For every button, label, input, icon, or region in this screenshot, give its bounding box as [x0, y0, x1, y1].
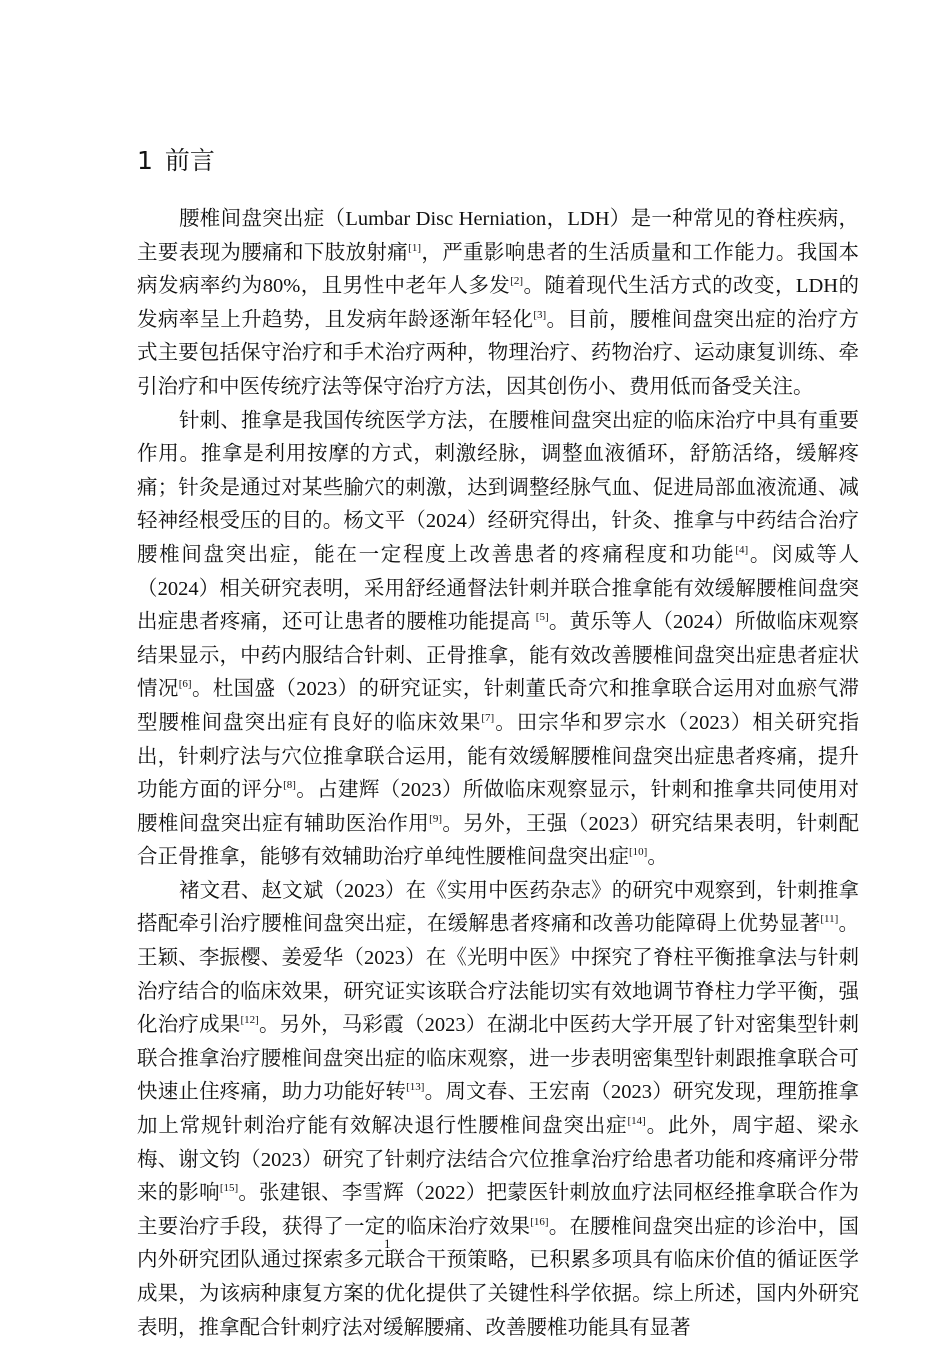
- paragraph-text: 针刺、推拿是我国传统医学方法，在腰椎间盘突出症的临床治疗中具有重要作用。推拿是利用按摩的方式，刺激经脉，调整血液循环，舒筋活络，缓解疼痛；针灸是通过对某些腧穴的刺激，达到调整经脉气血、促进局部血液流通、减轻神经根受压的目的。杨文平（2024）经研究得出，针灸、推拿与中药结合治疗腰椎间盘突出症，能在一定程度上改善患者的疼痛程度和功能: [137, 409, 859, 566]
- paragraph-acupuncture-massage: [137, 405, 859, 875]
- citation-ref: [1]: [408, 241, 421, 254]
- paragraph-text: 褚文君、赵文斌（2023）在《实用中医药杂志》的研究中观察到，针刺推拿搭配牵引治疗腰椎间盘突出症，在缓解患者疼痛和改善功能障碍上优势显著: [137, 879, 859, 936]
- paragraph-text: 。周文春、王宏南（2023）研究发现，理筋推拿加上常规针刺治疗能有效解决退行性腰椎间盘突出症: [137, 1081, 860, 1138]
- citation-ref: [5]: [535, 611, 549, 624]
- paragraph-text: 。占建辉（2023）所做临床观察显示，针刺和推拿共同使用对腰椎间盘突出症有辅助医治作用: [137, 779, 860, 835]
- paragraph-text: 。黄乐等人（2024）所做临床观察结果显示，中药内服结合针刺、正骨推拿，能有效改善腰椎间盘突出症患者症状情况: [137, 611, 860, 701]
- paragraph-recent-studies: [137, 875, 859, 1345]
- paragraph-text: 。目前，腰椎间盘突出症的治疗方式主要包括保守治疗和手术治疗两种，物理治疗、药物治疗、运动康复训练、牵引治疗和中医传统疗法等保守治疗方法，因其创伤小、费用低而备受关注。: [137, 308, 860, 398]
- paragraph-intro: [137, 203, 859, 405]
- paragraph-text: 。王颖、李振樱、姜爱华（2023）在《光明中医》中探究了脊柱平衡推拿法与针刺治疗结合的临床效果，研究证实该联合疗法能切实有效地调节脊柱力学平衡，强化治疗成果: [137, 913, 860, 1037]
- paragraph-text: ，严重影响患者的生活质量和工作能力。我国本病发病率约为80%，且男性中老年人多发: [137, 241, 860, 298]
- paragraph-text: 腰椎间盘突出症（Lumbar Disc Herniation，LDH）是一种常见的脊柱疾病，主要表现为腰痛和下肢放射痛: [137, 208, 859, 264]
- citation-ref: [6]: [178, 678, 192, 691]
- paragraph-text: 。张建银、李雪辉（2022）把蒙医针刺放血疗法同枢经推拿联合作为主要治疗手段，获得了一定的临床治疗效果: [137, 1182, 860, 1238]
- paragraph-text: 。另外，马彩霞（2023）在湖北中医药大学开展了针对密集型针刺联合推拿治疗腰椎间盘突出症的临床观察，进一步表明密集型针刺跟推拿联合可快速止住疼痛，助力功能好转: [137, 1014, 860, 1104]
- citation-ref: [7]: [481, 711, 495, 724]
- citation-ref: [13]: [406, 1081, 425, 1094]
- citation-ref: [15]: [219, 1182, 239, 1195]
- citation-ref: [8]: [283, 779, 296, 792]
- citation-ref: [10]: [629, 846, 648, 859]
- citation-ref: [12]: [240, 1014, 259, 1027]
- paragraph-text: 。此外，周宇超、梁永梅、谢文钧（2023）研究了针刺疗法结合穴位推拿治疗给患者功能和疼痛评分带来的影响: [137, 1115, 859, 1205]
- citation-ref: [3]: [533, 308, 547, 321]
- section-heading: [137, 144, 215, 178]
- paragraph-text: 。另外，王强（2023）研究结果表明，针刺配合正骨推拿，能够有效辅助治疗单纯性腰椎间盘突出症: [137, 812, 860, 869]
- paragraph-text: 。随着现代生活方式的改变，LDH的发病率呈上升趋势，且发病年龄逐渐年轻化: [137, 275, 859, 331]
- citation-ref: [11]: [820, 913, 839, 926]
- section-title: 前言: [164, 146, 215, 175]
- section-number: 1: [137, 146, 153, 175]
- citation-ref: [16]: [530, 1215, 549, 1228]
- paragraph-text: 。闵威等人（2024）相关研究表明，采用舒经通督法针刺并联合推拿能有效缓解腰椎间盘突出症患者疼痛，还可让患者的腰椎功能提高: [137, 543, 860, 634]
- body-text: [137, 203, 859, 1345]
- page-number: 1: [384, 1236, 391, 1251]
- citation-ref: [2]: [510, 275, 524, 288]
- citation-ref: [9]: [429, 812, 442, 825]
- citation-ref: [14]: [627, 1115, 646, 1128]
- paragraph-text: 。田宗华和罗宗水（2023）相关研究指出，针刺疗法与穴位推拿联合运用，能有效缓解腰椎间盘突出症患者疼痛，提升功能方面的评分: [137, 711, 860, 802]
- citation-ref: [4]: [735, 543, 749, 556]
- paragraph-text: 。在腰椎间盘突出症的诊治中，国内外研究团队通过探索多元联合干预策略，已积累多项具有临床价值的循证医学成果，为该病种康复方案的优化提供了关键性科学依据。综上所述，国内外研究表明，推拿配合针刺疗法对缓解腰痛、改善腰椎功能具有显著: [137, 1215, 860, 1339]
- paragraph-text: 。: [647, 846, 668, 869]
- paragraph-text: 。杜国盛（2023）的研究证实，针刺董氏奇穴和推拿联合运用对血瘀气滞型腰椎间盘突出症有良好的临床效果: [137, 678, 860, 734]
